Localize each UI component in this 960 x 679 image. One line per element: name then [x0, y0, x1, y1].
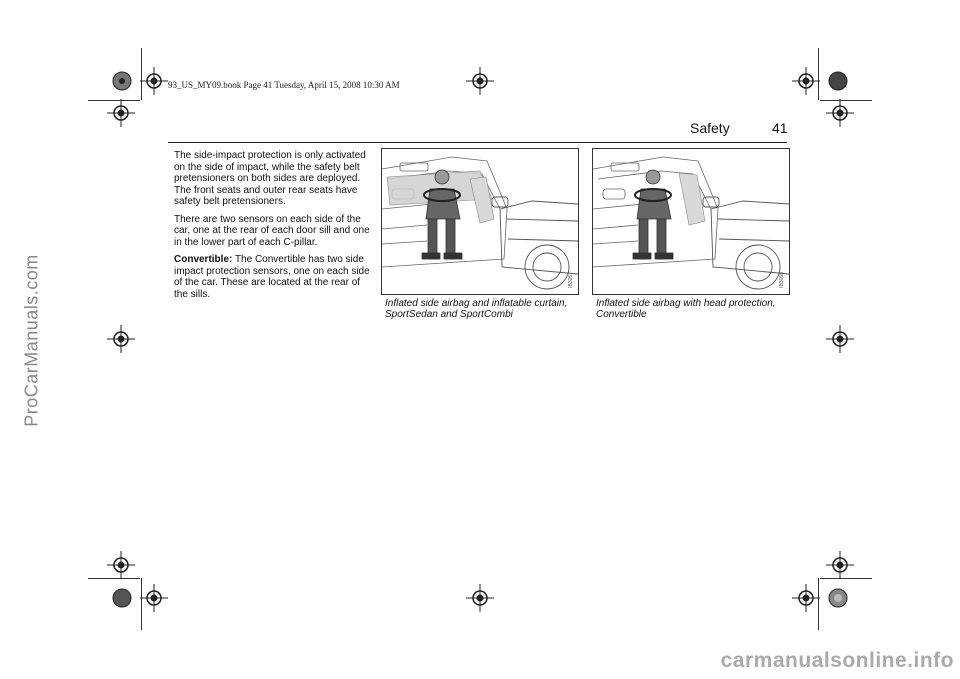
paragraph: [174, 254, 370, 300]
figure-convertible-airbag: [592, 148, 790, 295]
body-text: [174, 150, 370, 306]
convertible-text: The Convertible has two side impact protection sensors, one on each side of the car. These are located at the rear of the sills.: [174, 254, 370, 300]
footer-watermark: carmanualsonline.info: [720, 649, 954, 672]
section-title: Safety: [690, 120, 730, 136]
airbag-illustration: [382, 149, 578, 294]
paragraph: There are two sensors on each side of the car, one at the rear of each door sill and one in the lower part of each C-pillar.: [174, 213, 370, 248]
paragraph: The side-impact protection is only activated on the side of impact, while the safety belt pretensioners on both sides are deployed. The front seats and outer rear seats have safety belt pretensioners.: [174, 150, 366, 207]
airbag-illustration: [593, 149, 789, 294]
page-number: 41: [772, 120, 788, 136]
figure-code: IB3057: [568, 272, 574, 288]
print-info: 93_US_MY09.book Page 41 Tuesday, April 15, 2008 10:30 AM: [168, 80, 400, 90]
convertible-label: Convertible:: [174, 254, 233, 265]
figure-caption: Inflated side airbag with head protection, Convertible: [596, 298, 776, 320]
header-divider: [168, 142, 787, 143]
side-watermark: ProCarManuals.com: [21, 254, 42, 427]
figure-sedan-airbag: [381, 148, 579, 295]
figure-code: IB3058: [779, 272, 785, 288]
figure-caption: Inflated side airbag and inflatable curtain, SportSedan and SportCombi: [385, 298, 568, 320]
